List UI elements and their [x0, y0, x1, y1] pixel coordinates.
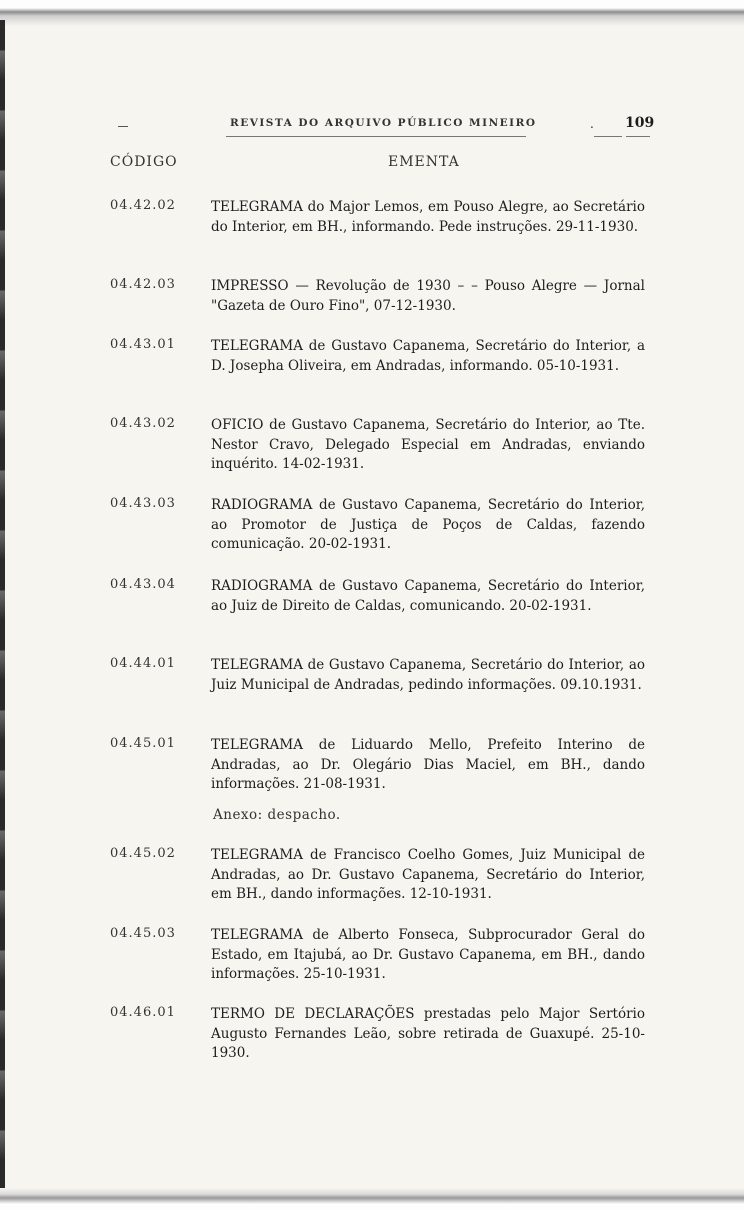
entry-code: 04.43.02: [110, 416, 176, 431]
entry-text: RADIOGRAMA de Gustavo Capanema, Secretário do Interior, ao Promotor de Justiça de Poços de Caldas, fazendo comunicação. 20-02-1931.: [211, 497, 645, 552]
entry-code: 04.44.01: [110, 656, 176, 671]
entry-annex-note: Anexo: despacho.: [213, 807, 341, 823]
running-header: [0, 117, 744, 137]
entry-code: 04.43.03: [110, 496, 176, 511]
entry-code: 04.45.01: [110, 736, 176, 751]
entry-text: TELEGRAMA de Francisco Coelho Gomes, Juiz Municipal de Andradas, ao Dr. Gustavo Capanema, Secretário do Interior, em BH., dando informações. 12-10-1931.: [211, 847, 645, 902]
entry-text: TERMO DE DECLARAÇÕES prestadas pelo Major Sertório Augusto Fernandes Leão, sobre retirada de Guaxupé. 25-10-1930.: [211, 1006, 645, 1061]
header-mark: [118, 126, 128, 127]
entry-code: 04.46.01: [110, 1005, 176, 1020]
header-rule: [594, 136, 622, 137]
entry-code: 04.45.02: [110, 846, 176, 861]
page-number: 109: [625, 115, 655, 131]
header-rule: [626, 136, 650, 137]
entry-text: TELEGRAMA de Alberto Fonseca, Subprocurador Geral do Estado, em Itajubá, ao Dr. Gustavo Capanema, em BH., dando informações. 25-10-1931.: [211, 927, 645, 982]
entry-text: IMPRESSO — Revolução de 1930 – – Pouso Alegre — Jornal "Gazeta de Ouro Fino", 07-12-1930.: [211, 278, 645, 314]
entry-text: TELEGRAMA do Major Lemos, em Pouso Alegre, ao Secretário do Interior, em BH., informando. Pede instruções. 29-11-1930.: [211, 199, 645, 235]
entry-code: 04.43.04: [110, 577, 176, 592]
entry-code: 04.43.01: [110, 337, 176, 352]
entry-text: RADIOGRAMA de Gustavo Capanema, Secretário do Interior, ao Juiz de Direito de Caldas, comunicando. 20-02-1931.: [211, 578, 645, 614]
page-binding-edge: [0, 20, 5, 1190]
column-header-code: CÓDIGO: [110, 154, 178, 170]
entry-text: OFICIO de Gustavo Capanema, Secretário do Interior, ao Tte. Nestor Cravo, Delegado Especial em Andradas, enviando inquérito. 14-02-1931.: [211, 417, 645, 472]
entry-code: 04.45.03: [110, 926, 176, 941]
column-header-summary: EMENTA: [388, 154, 460, 170]
header-separator: .: [590, 117, 594, 131]
entry-code: 04.42.03: [110, 277, 176, 292]
entry-text: TELEGRAMA de Liduardo Mello, Prefeito Interino de Andradas, ao Dr. Olegário Dias Maciel, em BH., dando informações. 21-08-1931.: [211, 737, 645, 792]
entry-text: TELEGRAMA de Gustavo Capanema, Secretário do Interior, ao Juiz Municipal de Andradas, pedindo informações. 09.10.1931.: [211, 657, 645, 693]
journal-title: REVISTA DO ARQUIVO PÚBLICO MINEIRO: [230, 117, 537, 129]
page-bottom-edge: [0, 1188, 744, 1210]
entry-text: TELEGRAMA de Gustavo Capanema, Secretário do Interior, a D. Josepha Oliveira, em Andradas, informando. 05-10-1931.: [211, 338, 645, 374]
page-top-edge: [0, 0, 744, 26]
header-rule: [226, 136, 526, 137]
entry-code: 04.42.02: [110, 198, 176, 213]
